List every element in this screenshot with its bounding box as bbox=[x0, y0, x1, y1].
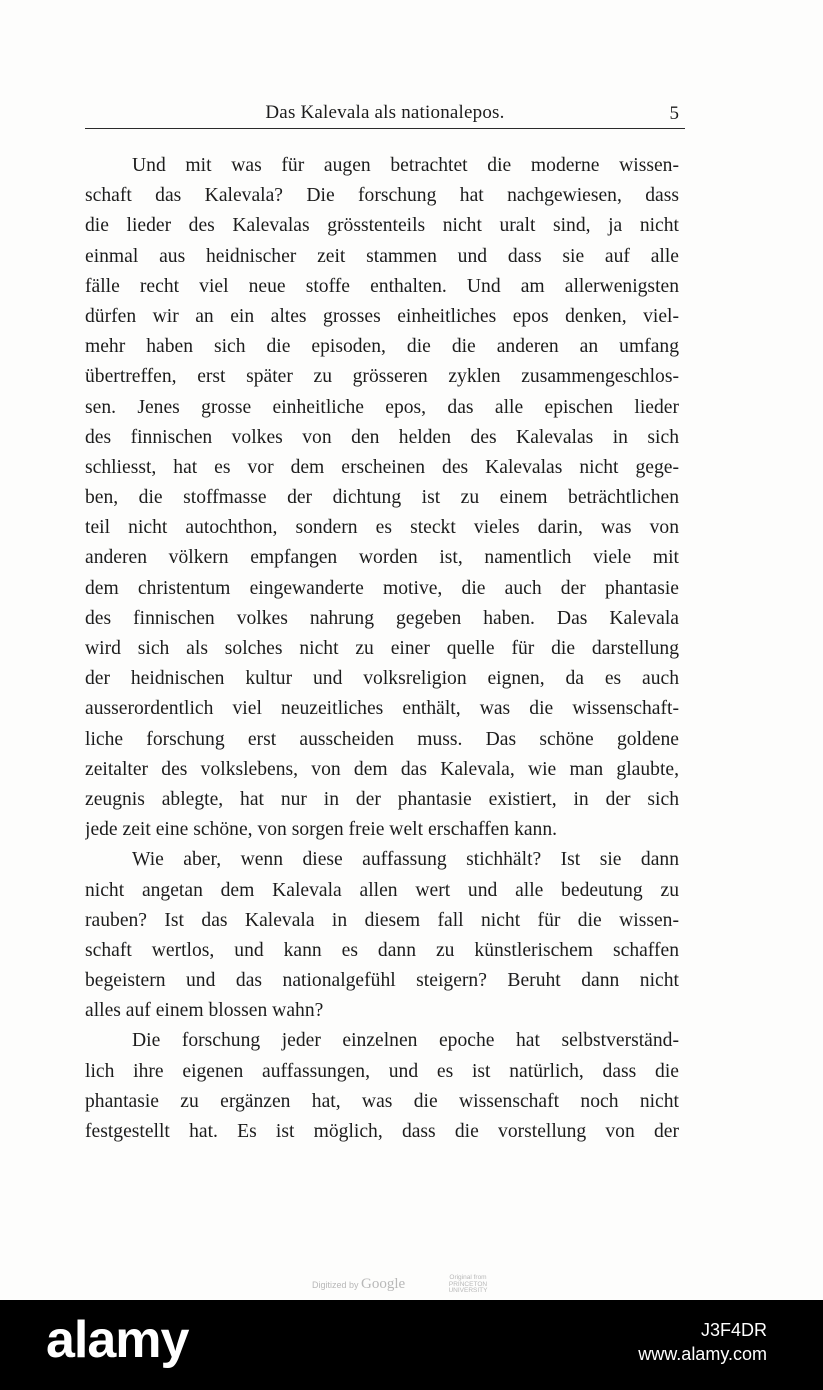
text-line: Die forschung jeder einzelnen epoche hat selbstverständ- bbox=[132, 1030, 679, 1052]
alamy-logo: alamy bbox=[46, 1311, 189, 1369]
text-line: ausserordentlich viel neuzeitliches enthält, was die wissenschaft- bbox=[85, 698, 679, 720]
text-line: schaft das Kalevala? Die forschung hat nachgewiesen, dass bbox=[85, 185, 679, 207]
text-line: zeugnis ablegte, hat nur in der phantasie existiert, in der sich bbox=[85, 788, 679, 810]
text-line: übertreffen, erst später zu grösseren zyklen zusammengeschlos- bbox=[85, 366, 679, 388]
text-line: begeistern und das nationalgefühl steigern? Beruht dann nicht bbox=[85, 970, 679, 992]
text-line: alles auf einem blossen wahn? bbox=[85, 1000, 324, 1022]
text-line: die lieder des Kalevalas grösstenteils nicht uralt sind, ja nicht bbox=[85, 215, 679, 237]
original-from-label: Original from bbox=[449, 1274, 487, 1281]
text-line: der heidnischen kultur und volksreligion eignen, da es auch bbox=[85, 668, 679, 690]
body-text bbox=[85, 151, 679, 1147]
text-line: schliesst, hat es vor dem erscheinen des Kalevalas nicht gege- bbox=[85, 456, 679, 478]
text-line: phantasie zu ergänzen hat, was die wissenschaft noch nicht bbox=[85, 1090, 679, 1112]
running-title: Das Kalevala als nationalepos. bbox=[265, 102, 505, 123]
text-line: des finnischen volkes von den helden des Kalevalas in sich bbox=[85, 426, 679, 448]
text-line: rauben? Ist das Kalevala in diesem fall nicht für die wissen- bbox=[85, 909, 679, 931]
digitized-prefix: Digitized by bbox=[312, 1280, 359, 1290]
running-head bbox=[85, 100, 685, 130]
text-line: wird sich als solches nicht zu einer quelle für die darstellung bbox=[85, 638, 679, 659]
text-line: sen. Jenes grosse einheitliche epos, das alle epischen lieder bbox=[85, 396, 679, 418]
header-rule bbox=[85, 128, 685, 129]
text-line: anderen völkern empfangen worden ist, namentlich viele mit bbox=[85, 547, 679, 569]
text-line: ben, die stoffmasse der dichtung ist zu einem beträchtlichen bbox=[85, 487, 679, 509]
text-line: dürfen wir an ein altes grosses einheitliches epos denken, viel- bbox=[85, 305, 679, 327]
text-line: schaft wertlos, und kann es dann zu künstlerischem schaffen bbox=[85, 939, 679, 961]
text-line: festgestellt hat. Es ist möglich, dass die vorstellung von der bbox=[85, 1121, 679, 1142]
text-line: jede zeit eine schöne, von sorgen freie welt erschaffen kann. bbox=[85, 819, 558, 841]
text-line: liche forschung erst ausscheiden muss. Das schöne goldene bbox=[85, 728, 679, 750]
digitized-by-watermark bbox=[312, 1277, 405, 1292]
original-source: PRINCETON UNIVERSITY bbox=[448, 1280, 488, 1294]
page-number: 5 bbox=[669, 103, 679, 124]
stock-image-info bbox=[638, 1318, 767, 1366]
text-line: teil nicht autochthon, sondern es steckt vieles darin, was von bbox=[85, 517, 679, 539]
text-line: zeitalter des volkslebens, von dem das Kalevala, wie man glaubte, bbox=[85, 758, 679, 780]
text-line: mehr haben sich die episoden, die die anderen an umfang bbox=[85, 336, 679, 358]
text-line: lich ihre eigenen auffassungen, und es ist natürlich, dass die bbox=[85, 1060, 679, 1082]
text-line: fälle recht viel neue stoffe enthalten. Und am allerwenigsten bbox=[85, 275, 679, 297]
text-line: Wie aber, wenn diese auffassung stichhält? Ist sie dann bbox=[132, 849, 679, 871]
text-line: einmal aus heidnischer zeit stammen und dass sie auf alle bbox=[85, 245, 679, 267]
text-line: Und mit was für augen betrachtet die moderne wissen- bbox=[132, 155, 679, 176]
text-line: nicht angetan dem Kalevala allen wert und alle bedeutung zu bbox=[85, 879, 679, 901]
text-line: des finnischen volkes nahrung gegeben haben. Das Kalevala bbox=[85, 607, 679, 629]
stock-image-id: J3F4DR bbox=[700, 1320, 767, 1340]
text-line: dem christentum eingewanderte motive, die auch der phantasie bbox=[85, 577, 679, 599]
stock-site: www.alamy.com bbox=[638, 1344, 767, 1364]
original-from-watermark bbox=[432, 1275, 504, 1295]
google-wordmark: Google bbox=[361, 1276, 406, 1292]
